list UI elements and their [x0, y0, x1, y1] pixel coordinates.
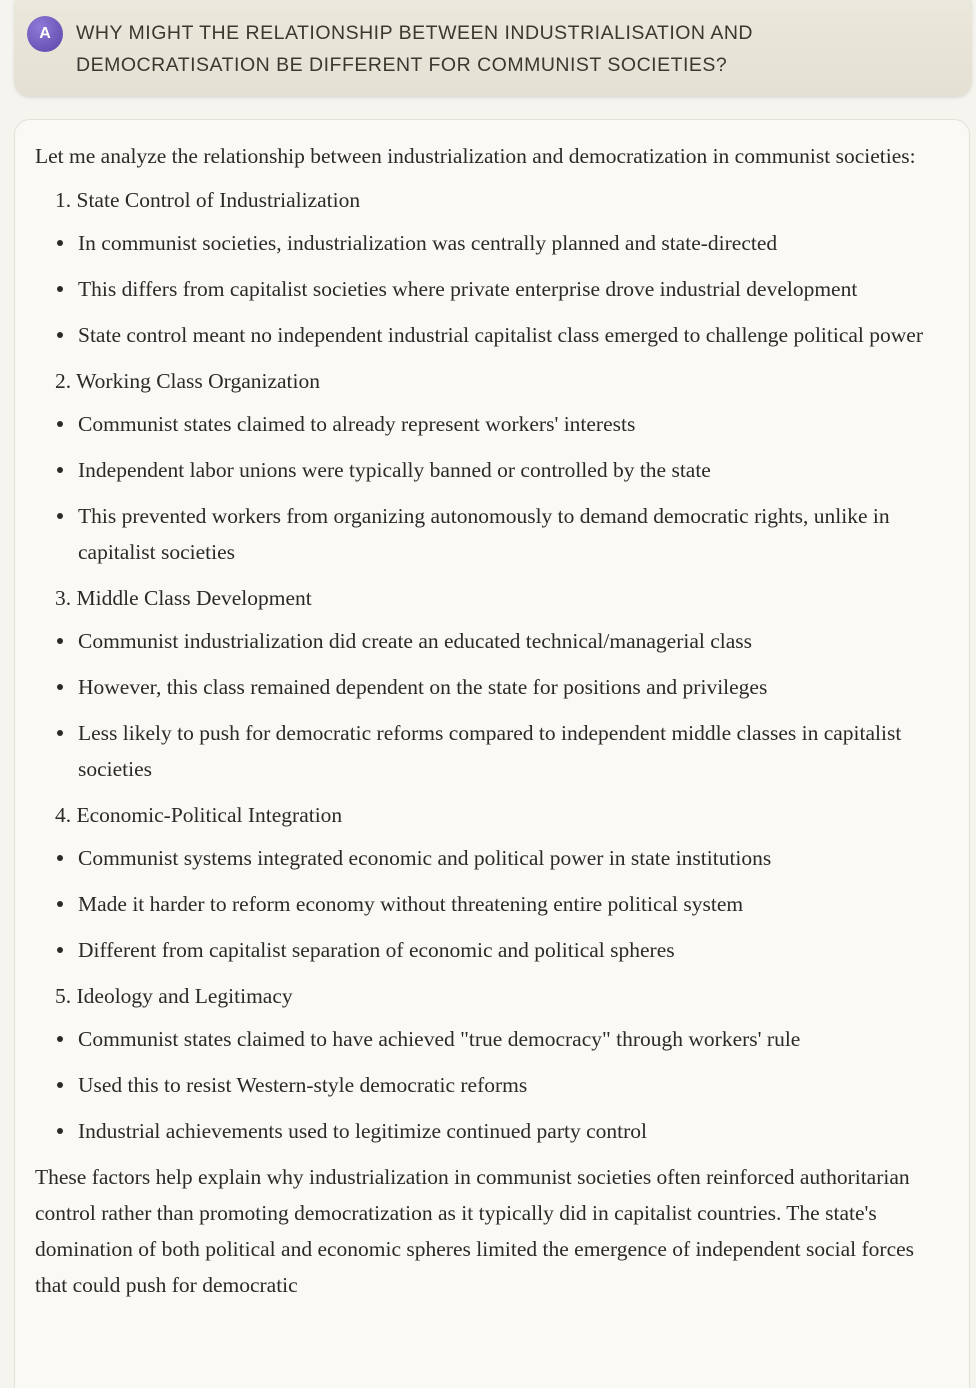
section-heading: 1. State Control of Industrialization [55, 188, 361, 212]
list-item: Industrial achievements used to legitimize continued party control [35, 1113, 935, 1149]
list-item: However, this class remained dependent on the state for positions and privileges [35, 669, 935, 705]
list-item: This differs from capitalist societies where private enterprise drove industrial development [35, 271, 935, 307]
user-avatar: A [27, 16, 63, 52]
list-item: Used this to resist Western-style democratic reforms [35, 1067, 935, 1103]
assistant-response [14, 119, 970, 1388]
list-item: Communist systems integrated economic and political power in state institutions [35, 840, 935, 876]
list-item: Independent labor unions were typically banned or controlled by the state [35, 452, 935, 488]
list-item: Less likely to push for democratic reforms compared to independent middle classes in capitalist societies [35, 715, 935, 787]
section-heading: 5. Ideology and Legitimacy [55, 984, 293, 1008]
list-item: Different from capitalist separation of economic and political spheres [35, 932, 935, 968]
user-message [14, 0, 972, 96]
list-item: Communist industrialization did create an educated technical/managerial class [35, 623, 935, 659]
response-content [35, 138, 935, 1303]
user-message-text: WHY MIGHT THE RELATIONSHIP BETWEEN INDUSTRIALISATION AND DEMOCRATISATION BE DIFFERENT FOR COMMUNIST SOCIETIES? [76, 22, 754, 76]
list-item: This prevented workers from organizing autonomously to demand democratic rights, unlike in capitalist societies [35, 498, 935, 570]
response-intro: Let me analyze the relationship between industrialization and democratization in communist societies: [35, 144, 916, 168]
section-heading: 3. Middle Class Development [55, 586, 312, 610]
list-item: State control meant no independent industrial capitalist class emerged to challenge political power [35, 317, 935, 353]
section-heading: 4. Economic-Political Integration [55, 803, 343, 827]
list-item: In communist societies, industrialization was centrally planned and state-directed [35, 225, 935, 261]
list-item: Communist states claimed to have achieved "true democracy" through workers' rule [35, 1021, 935, 1057]
response-closing: These factors help explain why industrialization in communist societies often reinforced authoritarian control rather than promoting democratization as it typically did in capitalist countries. The state's domination of both political and economic spheres limited the emergence of independent social forces that could push for democratic [35, 1165, 915, 1297]
section-heading: 2. Working Class Organization [55, 369, 321, 393]
list-item: Made it harder to reform economy without threatening entire political system [35, 886, 935, 922]
list-item: Communist states claimed to already represent workers' interests [35, 406, 935, 442]
